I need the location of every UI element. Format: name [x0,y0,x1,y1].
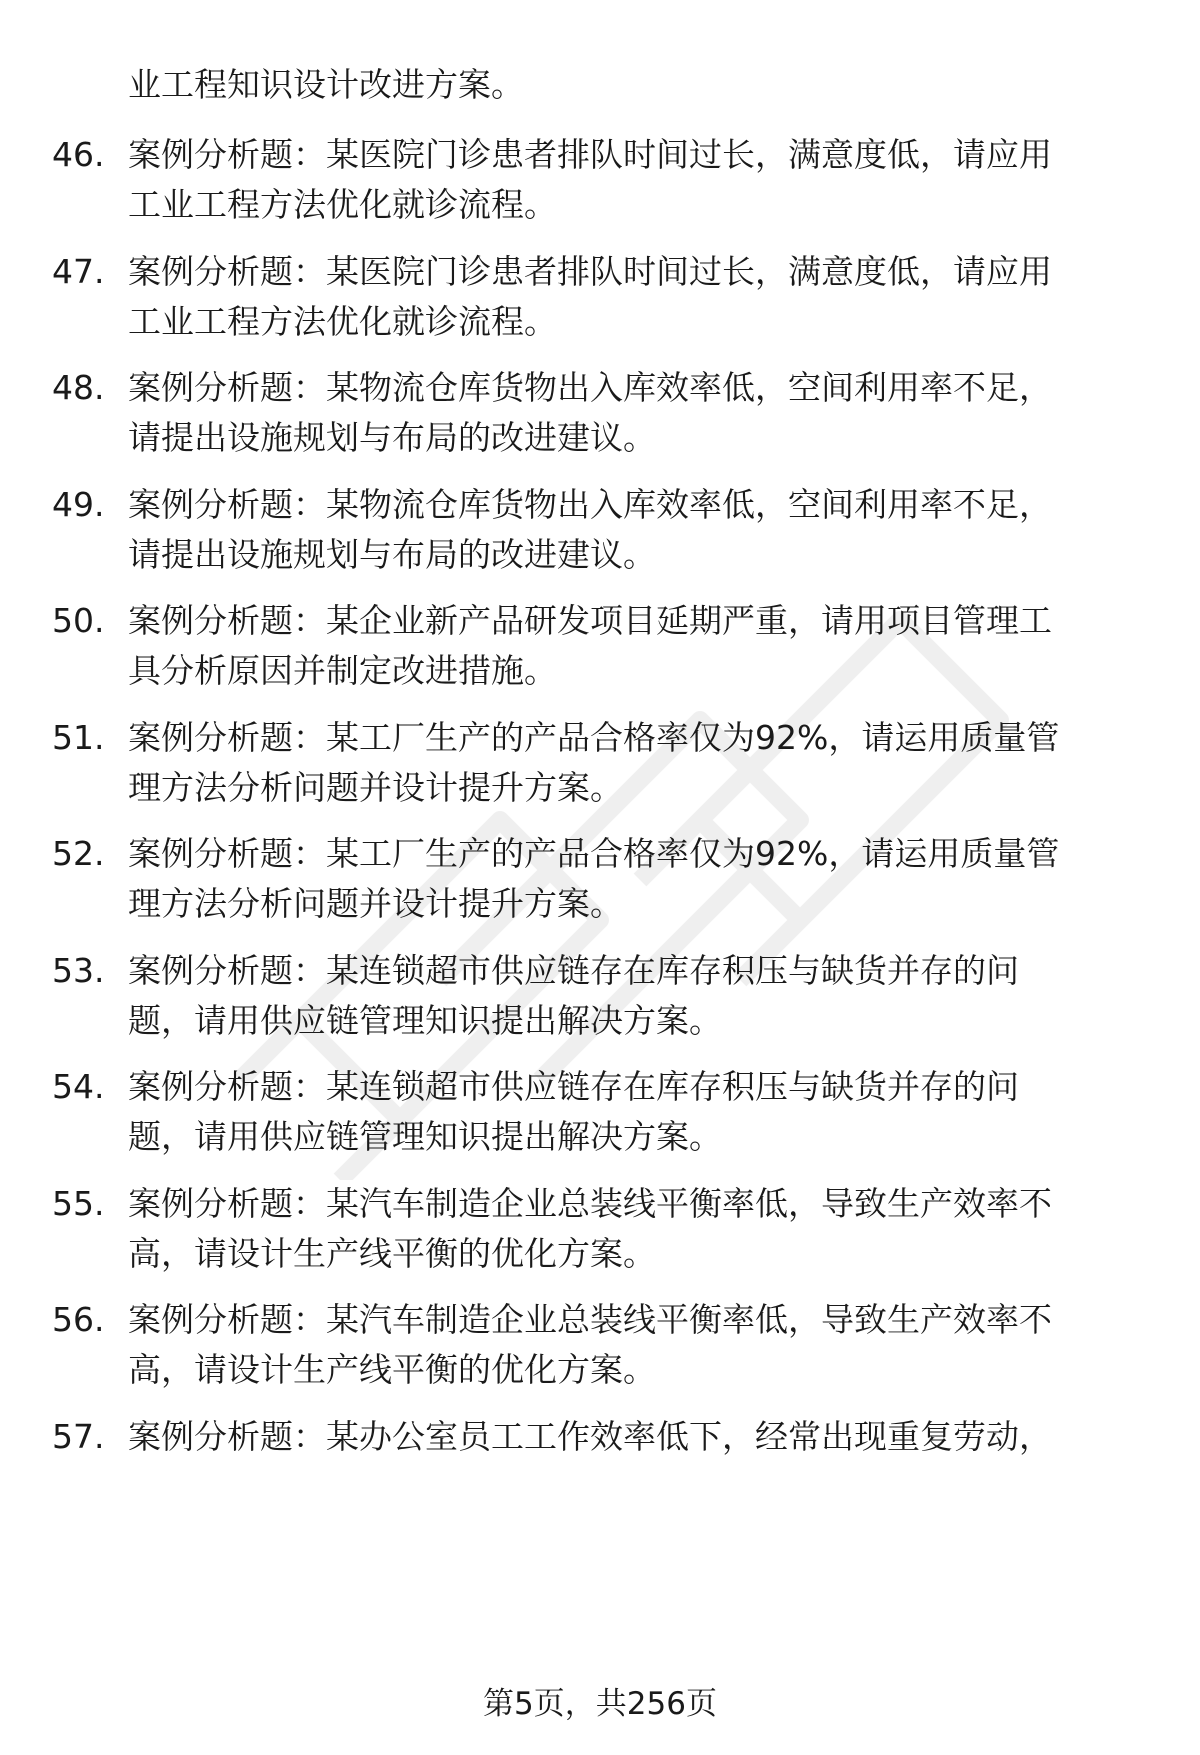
question-text-line: 案例分析题：某汽车制造企业总装线平衡率低，导致生产效率不 [128,1183,1052,1223]
question-text-line: 案例分析题：某医院门诊患者排队时间过长，满意度低，请应用 [128,135,1052,174]
question-number: 55. [52,1183,105,1223]
question-text [128,1412,1138,1462]
question-text-line: 案例分析题：某企业新产品研发项目延期严重，请用项目管理工 [128,601,1052,640]
question-text [128,480,1138,580]
question-text-line: 请提出设施规划与布局的改进建议。 [128,534,656,574]
question-text [128,829,1138,929]
question-number: 51. [52,717,105,757]
question-text [128,946,1138,1046]
question-text-line: 案例分析题：某工厂生产的产品合格率仅为92%，请运用质量管 [128,717,1060,757]
question-text-line: 高，请设计生产线平衡的优化方案。 [128,1350,656,1389]
question-text-line: 案例分析题：某医院门诊患者排队时间过长，满意度低，请应用 [128,251,1052,291]
question-text-line: 高，请设计生产线平衡的优化方案。 [128,1233,656,1273]
question-number: 50. [52,601,105,640]
question-number: 54. [52,1067,105,1106]
question-text [128,1295,1138,1395]
question-number: 49. [52,484,105,524]
question-number: 52. [52,834,105,873]
question-number: 46. [52,135,105,174]
question-text-line: 案例分析题：某连锁超市供应链存在库存积压与缺货并存的问 [128,1067,1019,1106]
question-number: 48. [52,368,105,407]
question-text-line: 案例分析题：某办公室员工工作效率低下，经常出现重复劳动， [128,1416,1052,1456]
question-text-line: 案例分析题：某物流仓库货物出入库效率低，空间利用率不足， [128,368,1052,407]
question-text-line: 题，请用供应链管理知识提出解决方案。 [128,1000,722,1040]
continued-text: 业工程知识设计改进方案。 [128,65,524,104]
question-text-line: 理方法分析问题并设计提升方案。 [128,767,623,807]
question-text [128,1062,1138,1162]
question-text [128,1179,1138,1279]
question-text-line: 案例分析题：某工厂生产的产品合格率仅为92%，请运用质量管 [128,834,1060,873]
question-text-line: 题，请用供应链管理知识提出解决方案。 [128,1117,722,1156]
question-text-line: 案例分析题：某汽车制造企业总装线平衡率低，导致生产效率不 [128,1300,1052,1339]
question-text-line: 案例分析题：某物流仓库货物出入库效率低，空间利用率不足， [128,484,1052,524]
question-text [128,713,1138,813]
question-number: 56. [52,1300,105,1339]
question-text-line: 具分析原因并制定改进措施。 [128,651,557,690]
question-text-line: 案例分析题：某连锁超市供应链存在库存积压与缺货并存的问 [128,950,1019,990]
question-number: 53. [52,950,105,990]
question-text [128,130,1138,230]
question-text-line: 理方法分析问题并设计提升方案。 [128,884,623,923]
question-text [128,363,1138,463]
question-number: 47. [52,251,105,291]
question-text-line: 工业工程方法优化就诊流程。 [128,185,557,224]
question-text [128,596,1138,696]
question-text-line: 工业工程方法优化就诊流程。 [128,301,557,341]
question-text [128,247,1138,347]
page-footer: 第5页，共256页 [483,1686,717,1722]
question-number: 57. [52,1416,105,1456]
question-text-line: 请提出设施规划与布局的改进建议。 [128,418,656,457]
